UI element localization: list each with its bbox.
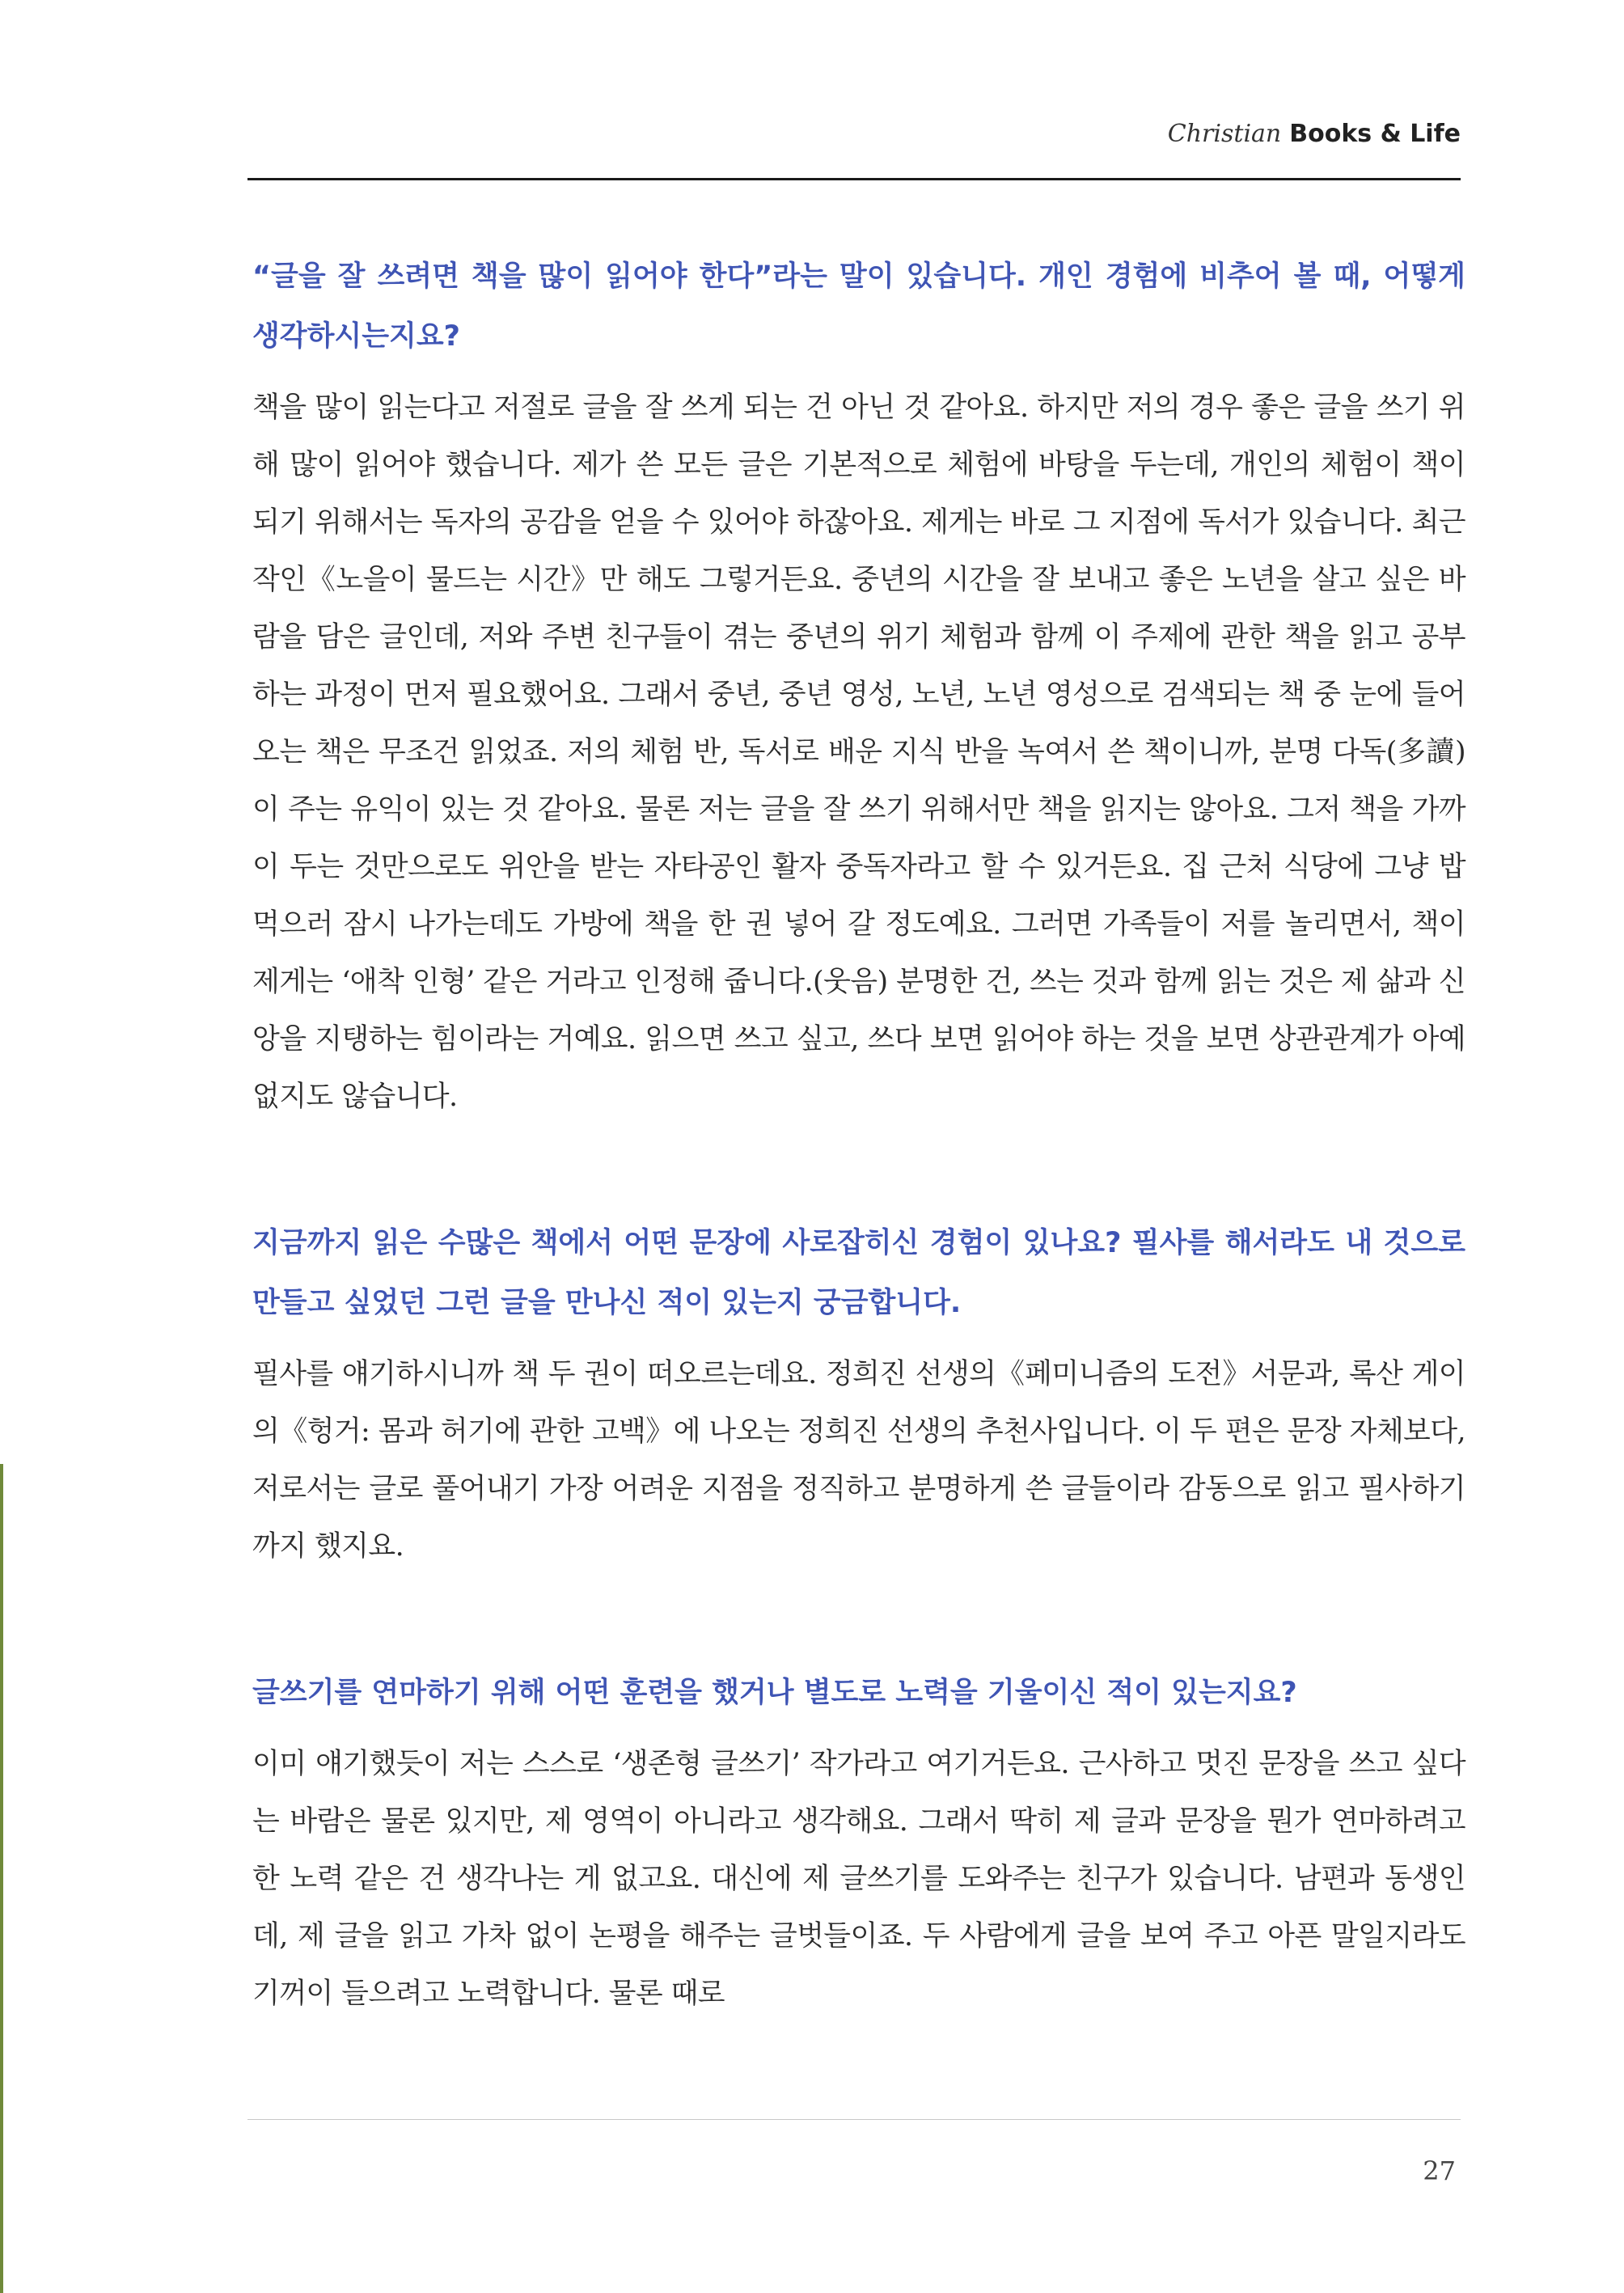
interview-answer-3: 이미 얘기했듯이 저는 스스로 ‘생존형 글쓰기’ 작가라고 여기거든요. 근사하고 멋진 문장을 쓰고 싶다는 바람은 물론 있지만, 제 영역이 아니라고 생각해요. 그래서 딱히 제 글과 문장을 뭔가 연마하려고 한 노력 같은 건 생각나는 게 없고요. 대신에 제 글쓰기를 도와주는 친구가 있습니다. 남편과 동생인데, 제 글을 읽고 가차 없이 논평을 해주는 글벗들이죠. 두 사람에게 글을 보여 주고 아픈 말일지라도 기꺼이 들으려고 노력합니다. 물론 때로: [252, 1748, 1465, 2010]
qa-section-3: [252, 1663, 1465, 2023]
page-number: 27: [1423, 2156, 1456, 2186]
page-edge-mark: [0, 1464, 3, 2293]
interview-answer-1: 책을 많이 읽는다고 저절로 글을 잘 쓰게 되는 건 아닌 것 같아요. 하지만 저의 경우 좋은 글을 쓰기 위해 많이 읽어야 했습니다. 제가 쓴 모든 글은 기본적으로 체험에 바탕을 두는데, 개인의 체험이 책이 되기 위해서는 독자의 공감을 얻을 수 있어야 하잖아요. 제게는 바로 그 지점에 독서가 있습니다. 최근작인《노을이 물드는 시간》만 해도 그렇거든요. 중년의 시간을 잘 보내고 좋은 노년을 살고 싶은 바람을 담은 글인데, 저와 주변 친구들이 겪는 중년의 위기 체험과 함께 이 주제에 관한 책을 읽고 공부하는 과정이 먼저 필요했어요. 그래서 중년, 중년 영성, 노년, 노년 영성으로 검색되는 책 중 눈에 들어오는 책은 무조건 읽었죠. 저의 체험 반, 독서로 배운 지식 반을 녹여서 쓴 책이니까, 분명 다독(多讀)이 주는 유익이 있는 것 같아요. 물론 저는 글을 잘 쓰기 위해서만 책을 읽지는 않아요. 그저 책을 가까이 두는 것만으로도 위안을 받는 자타공인 활자 중독자라고 할 수 있거든요. 집 근처 식당에 그냥 밥 먹으러 잠시 나가는데도 가방에 책을 한 권 넣어 갈 정도예요. 그러면 가족들이 저를 놀리면서, 책이 제게는 ‘애착 인형’ 같은 거라고 인정해 줍니다.(웃음) 분명한 건, 쓰는 것과 함께 읽는 것은 제 삶과 신앙을 지탱하는 힘이라는 거예요. 읽으면 쓰고 싶고, 쓰다 보면 읽어야 하는 것을 보면 상관관계가 아예 없지도 않습니다.: [252, 391, 1465, 1113]
interview-question-1: “글을 잘 쓰려면 책을 많이 읽어야 한다”라는 말이 있습니다. 개인 경험에 비추어 볼 때, 어떻게 생각하시는지요?: [252, 260, 1465, 353]
article-body: [252, 247, 1465, 2110]
magazine-brand: [1168, 120, 1461, 148]
footer-divider: [247, 2119, 1461, 2120]
brand-name: Books & Life: [1289, 120, 1461, 148]
brand-script-logo: Christian: [1167, 120, 1282, 148]
qa-section-1: [252, 247, 1465, 1126]
interview-question-3: 글쓰기를 연마하기 위해 어떤 훈련을 했거나 별도로 노력을 기울이신 적이 있는지요?: [252, 1677, 1297, 1709]
interview-question-2: 지금까지 읽은 수많은 책에서 어떤 문장에 사로잡히신 경험이 있나요? 필사를 해서라도 내 것으로 만들고 싶었던 그런 글을 만나신 적이 있는지 궁금합니다.: [252, 1227, 1465, 1319]
header-divider: [247, 178, 1461, 180]
interview-answer-2: 필사를 얘기하시니까 책 두 권이 떠오르는데요. 정희진 선생의《페미니즘의 도전》서문과, 록산 게이의《헝거: 몸과 허기에 관한 고백》에 나오는 정희진 선생의 추천사입니다. 이 두 편은 문장 자체보다, 저로서는 글로 풀어내기 가장 어려운 지점을 정직하고 분명하게 쓴 글들이라 감동으로 읽고 필사하기까지 했지요.: [252, 1358, 1465, 1563]
page-header: [0, 0, 1624, 186]
qa-section-2: [252, 1213, 1465, 1576]
